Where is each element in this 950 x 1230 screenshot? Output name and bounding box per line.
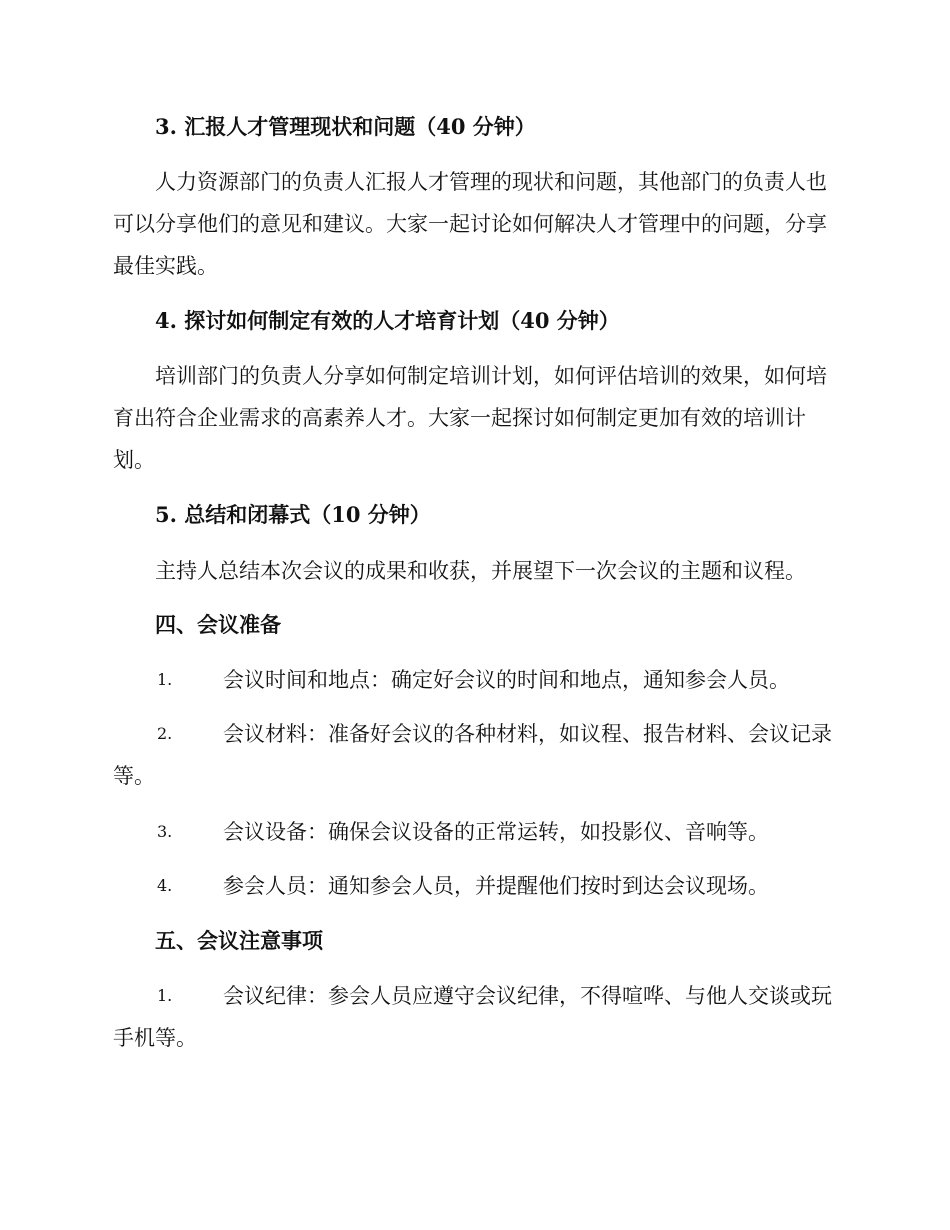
- list-item: [113, 811, 835, 853]
- section-3-paragraph: 人力资源部门的负责人汇报人才管理的现状和问题，其他部门的负责人也可以分享他们的意见和建议。大家一起讨论如何解决人才管理中的问题，分享最佳实践。: [113, 170, 827, 278]
- list-item: [113, 659, 835, 701]
- list-item-text: 会议设备：确保会议设备的正常运转，如投影仪、音响等。: [223, 820, 769, 844]
- list-item-number: 3.: [157, 822, 173, 841]
- section-4-heading: 4. 探讨如何制定有效的人才培育计划（40 分钟）: [155, 308, 620, 333]
- list-item-number: 2.: [157, 724, 173, 743]
- notes-heading: 五、会议注意事项: [155, 928, 323, 953]
- list-item: [113, 975, 835, 1059]
- section-3-heading: 3. 汇报人才管理现状和问题（40 分钟）: [155, 114, 536, 139]
- section-5-paragraph: 主持人总结本次会议的成果和收获，并展望下一次会议的主题和议程。: [155, 559, 806, 583]
- list-item: [113, 713, 835, 797]
- list-item-text: 会议材料：准备好会议的各种材料，如议程、报告材料、会议记录等。: [113, 722, 832, 788]
- list-item: [113, 865, 835, 907]
- list-item-number: 1.: [157, 670, 173, 689]
- list-item-number: 4.: [157, 876, 173, 895]
- section-4-paragraph: 培训部门的负责人分享如何制定培训计划，如何评估培训的效果，如何培育出符合企业需求的高素养人才。大家一起探讨如何制定更加有效的培训计划。: [113, 364, 827, 472]
- list-item-text: 会议时间和地点：确定好会议的时间和地点，通知参会人员。: [223, 668, 790, 692]
- preparation-heading: 四、会议准备: [155, 612, 281, 637]
- list-item-number: 1.: [157, 986, 173, 1005]
- list-item-text: 会议纪律：参会人员应遵守会议纪律，不得喧哗、与他人交谈或玩手机等。: [113, 984, 832, 1050]
- section-5-heading: 5. 总结和闭幕式（10 分钟）: [155, 502, 431, 527]
- list-item-text: 参会人员：通知参会人员，并提醒他们按时到达会议现场。: [223, 874, 769, 898]
